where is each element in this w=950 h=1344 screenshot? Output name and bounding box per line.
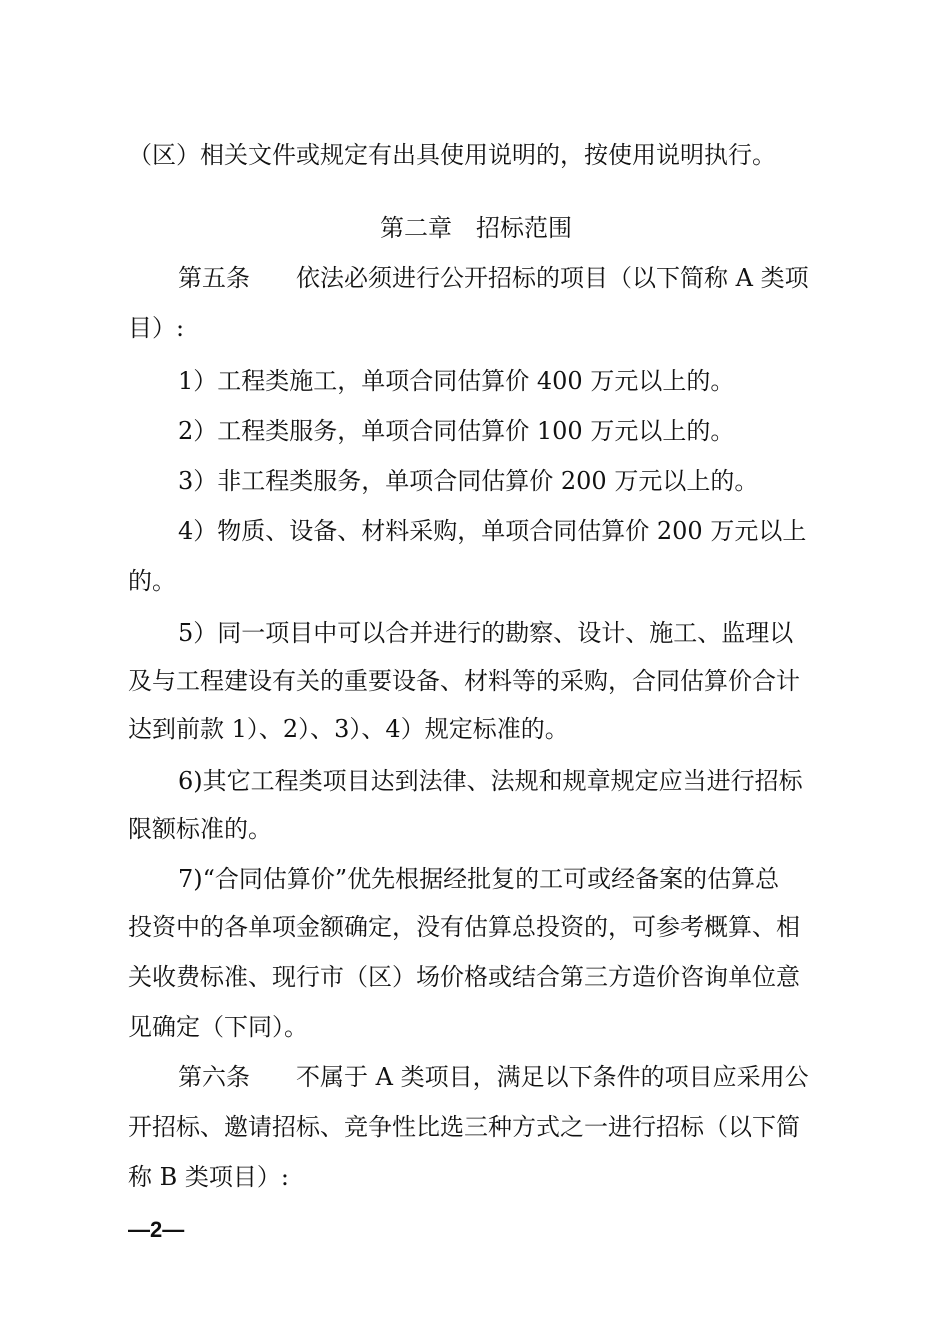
text: 投资中的各单项金额确定，没有估算总投资的，可参考概算、相 [128,913,800,941]
text: 2）工程类服务，单项合同估算价 100 万元以上的。 [178,417,735,445]
text: 6)其它工程类项目达到法律、法规和规章规定应当进行招标 [178,767,803,795]
article-6-label: 第六条 [178,1063,250,1091]
text: 3）非工程类服务，单项合同估算价 200 万元以上的。 [178,467,759,495]
text: 依法必须进行公开招标的项目（以下简称 A 类项 [296,264,809,292]
chapter-title-text: 第二章 招标范围 [380,214,572,242]
text: 的。 [128,567,176,595]
text: 1）工程类施工，单项合同估算价 400 万元以上的。 [178,367,735,395]
text: 关收费标准、现行市（区）场价格或结合第三方造价咨询单位意 [128,963,800,991]
text: 7)“合同估算价”优先根据经批复的工可或经备案的估算总 [178,865,780,893]
text: 5）同一项目中可以合并进行的勘察、设计、施工、监理以 [178,619,794,647]
text: 称 B 类项目）: [128,1163,289,1191]
text: 开招标、邀请招标、竞争性比选三种方式之一进行招标（以下简 [128,1113,800,1141]
text: 及与工程建设有关的重要设备、材料等的采购，合同估算价合计 [128,667,800,695]
page-number: —2— [128,1217,185,1242]
text: 见确定（下同）。 [128,1013,308,1041]
text: 目）: [128,314,185,342]
text: 达到前款 1）、2）、3）、4）规定标准的。 [128,715,569,743]
text: 不属于 A 类项目，满足以下条件的项目应采用公 [296,1063,809,1091]
text: 限额标准的。 [128,815,272,843]
article-5-label: 第五条 [178,264,250,292]
text: 4）物质、设备、材料采购，单项合同估算价 200 万元以上 [178,517,807,545]
text: （区）相关文件或规定有出具使用说明的，按使用说明执行。 [128,141,776,169]
